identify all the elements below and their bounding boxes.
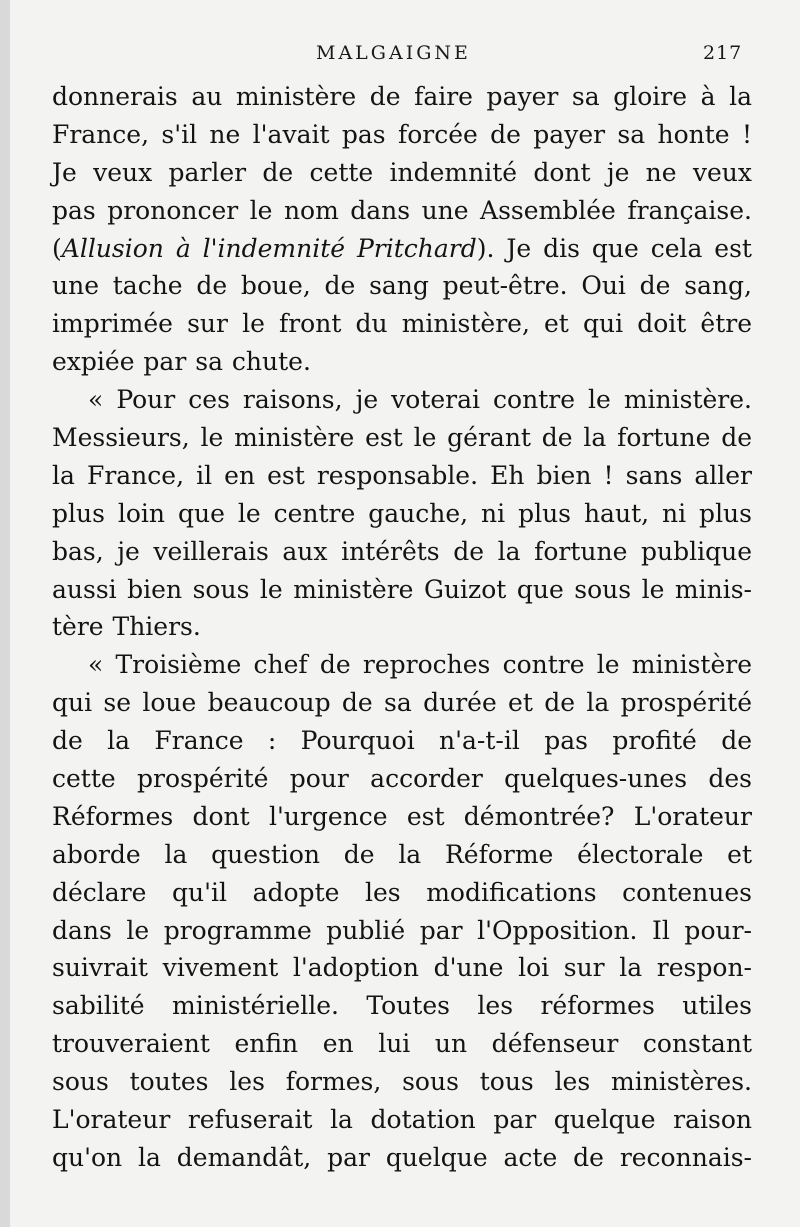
text-line: donnerais au ministère de faire payer sa gloire à la xyxy=(52,82,752,111)
paragraph-start-line: « Pour ces raisons, je voterai contre le ministère. xyxy=(88,385,752,415)
text-line: aborde la question de la Réforme électorale et xyxy=(52,839,752,869)
text-line: qui se loue beaucoup de sa durée et de la prospérité xyxy=(52,688,752,718)
text-line: bas, je veillerais aux intérêts de la fortune publique xyxy=(52,536,752,566)
page-number: 217 xyxy=(703,42,743,64)
body-text xyxy=(52,78,752,1177)
text-line: sabilité ministérielle. Toutes les réformes utiles xyxy=(52,991,752,1021)
text-line: Messieurs, le ministère est le gérant de la fortune de xyxy=(52,423,752,453)
italic-allusion: Allusion à l'indemnité Pritchard xyxy=(61,233,477,263)
text-line: dans le programme publié par l'Opposition. Il pour- xyxy=(52,915,752,945)
text-line: sous toutes les formes, sous tous les ministères. xyxy=(52,1067,752,1097)
text-line: pas prononcer le nom dans une Assemblée française. xyxy=(52,195,752,225)
text-line: cette prospérité pour accorder quelques-unes des xyxy=(52,764,752,794)
text-line: suivrait vivement l'adoption d'une loi sur la respon- xyxy=(52,953,752,983)
text-line: une tache de boue, de sang peut-être. Oui de sang, xyxy=(52,271,752,301)
paragraph-end-line: tère Thiers. xyxy=(52,612,201,642)
text-line: aussi bien sous le ministère Guizot que sous le minis- xyxy=(52,574,752,604)
page-edge-shadow xyxy=(0,0,10,1227)
page-header xyxy=(0,42,800,72)
text-line: de la France : Pourquoi n'a-t-il pas profité de xyxy=(52,726,752,756)
text-line: Je veux parler de cette indemnité dont je ne veux xyxy=(52,157,752,187)
text-line: trouveraient enfin en lui un défenseur constant xyxy=(52,1029,752,1059)
text-line: qu'on la demandât, par quelque acte de reconnais- xyxy=(52,1142,752,1172)
text-line: la France, il en est responsable. Eh bien ! sans aller xyxy=(52,460,752,490)
text-line: imprimée sur le front du ministère, et qui doit être xyxy=(52,309,752,339)
open-paren: ( xyxy=(52,233,62,263)
text-line: plus loin que le centre gauche, ni plus haut, ni plus xyxy=(52,498,752,528)
text-line: Réformes dont l'urgence est démontrée? L'orateur xyxy=(52,801,752,831)
text-line-with-italic xyxy=(52,230,752,268)
line-continuation: ). Je dis que cela est xyxy=(476,233,752,263)
text-line: France, s'il ne l'avait pas forcée de payer sa honte ! xyxy=(52,119,752,149)
paragraph-end-line: expiée par sa chute. xyxy=(52,347,311,377)
text-line: L'orateur refuserait la dotation par quelque raison xyxy=(52,1105,752,1135)
text-line: déclare qu'il adopte les modifications contenues xyxy=(52,877,752,907)
paragraph-start-line: « Troisième chef de reproches contre le ministère xyxy=(88,650,752,680)
running-title: MALGAIGNE xyxy=(316,42,471,64)
